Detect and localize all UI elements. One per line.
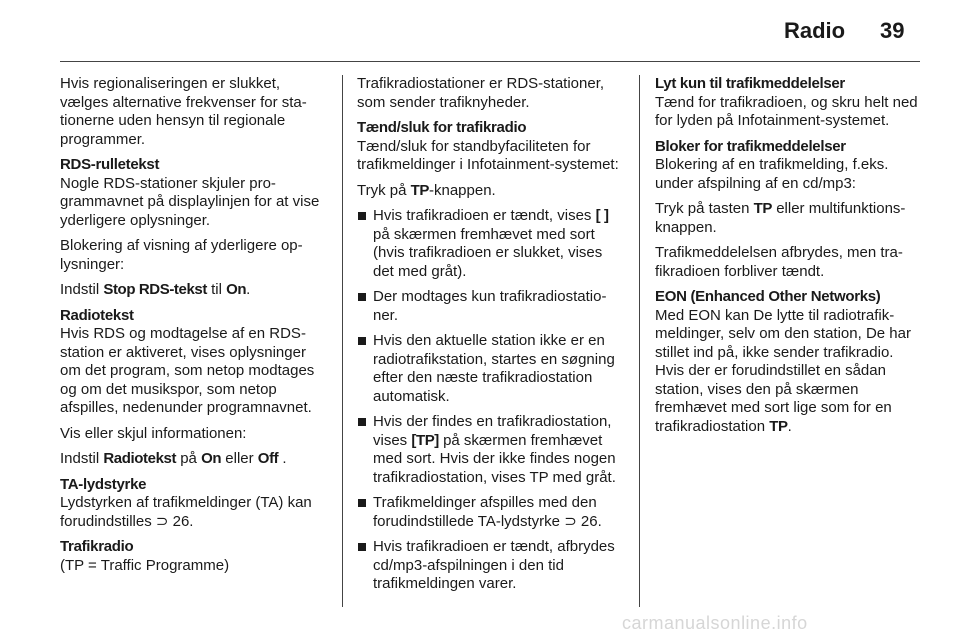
column-3 (655, 75, 923, 443)
eon-text: Med EON kan De lytte til radiotrafikmeldinger, selv om den station, De har stillet ind på, ikke sender trafikradio. Hvis der er forudindstillet en sådan station, vises den på skærmen fremhævet med sort lige som for en trafikradiostation TP. (655, 306, 911, 435)
ta-text: Lydstyrken af trafikmeldinger (TA) kan forudindstilles ⊃ 26. (60, 494, 312, 530)
intro-paragraph: Hvis regionaliseringen er slukket, vælges alternative frekvenser for stationerne uden hensyn til regionale programmer. (60, 75, 307, 148)
radiotext-instruction: Indstil Radiotekst på On eller Off . (60, 450, 287, 467)
press-tp-key-instruction: Tryk på tasten TP eller multifunktionsknappen. (655, 200, 906, 236)
radiotext-heading: Radiotekst (60, 306, 134, 324)
list-item: Trafikmeldinger afspilles med den forudindstillede TA-lydstyrke ⊃ 26. (357, 494, 625, 531)
value-off: Off (257, 450, 279, 467)
listen-text: Tænd for trafikradioen, og skru helt ned for lyden på Infotainment-systemet. (655, 93, 918, 129)
interrupt-text: Trafikmeddelelsen afbrydes, men trafikradioen forbliver tændt. (655, 244, 903, 280)
traffic-intro: Trafikradiostationer er RDS-stationer, som sender trafiknyheder. (357, 75, 605, 111)
list-item: Hvis trafikradioen er tændt, vises [ ] på skærmen fremhævet med sort (hvis trafikradioen er slukket, vises det med gråt). (357, 207, 625, 281)
radiotext-show-text: Vis eller skjul informationen: (60, 424, 247, 442)
block-section (655, 138, 923, 194)
rds-block-text: Blokering af visning af yderligere oplysninger: (60, 237, 303, 273)
radiotext-text: Hvis RDS og modtagelse af en RDS-station er aktiveret, vises oplysninger om det program, som netop modtages og om det musikspor, som netop afspilles, nedenunder programnavnet. (60, 325, 315, 416)
block-text: Blokering af en trafikmelding, f.eks. under afspilning af en cd/mp3: (655, 156, 889, 192)
eon-heading: EON (Enhanced Other Networks) (655, 288, 881, 305)
toggle-text: Tænd/sluk for standbyfaciliteten for trafikmeldinger i Infotainment-systemet: (357, 137, 619, 173)
menu-item-radiotext: Radiotekst (103, 450, 177, 467)
list-item: Hvis trafikradioen er tændt, afbrydes cd/mp3-afspilningen i den tid trafikmeldingen varer. (357, 538, 625, 594)
block-heading: Bloker for trafikmeddelelser (655, 137, 846, 155)
tp-indicator: TP (769, 417, 788, 435)
press-tp-instruction: Tryk på TP-knappen. (357, 181, 496, 199)
list-item: Hvis der findes en trafikradiostation, vises [TP] på skærmen fremhævet med sort. Hvis der ikke findes nogen trafikradiostation, vises TP med gråt. (357, 413, 625, 487)
listen-heading: Lyt kun til trafikmeddelelser (655, 75, 845, 92)
watermark: carmanualsonline.info (622, 613, 808, 633)
traffic-section (60, 538, 328, 575)
list-item: Der modtages kun trafikradiostationer. (357, 288, 625, 325)
rds-text: Nogle RDS-stationer skjuler programmavnet på displaylinjen for at vise yderligere oplysninger. (60, 174, 320, 229)
value-on: On (201, 450, 222, 467)
display-tag: [TP] (411, 431, 439, 449)
value-on: On (226, 281, 247, 298)
ta-section (60, 476, 328, 532)
column-1 (60, 75, 328, 582)
radiotext-section (60, 307, 328, 418)
eon-section (655, 288, 923, 436)
tp-button-label: TP (410, 181, 429, 199)
tp-key-label: TP (753, 200, 773, 217)
display-tag: [ ] (595, 207, 609, 224)
column-divider-2 (639, 75, 640, 607)
page-header (0, 18, 960, 48)
page-title: Radio (784, 18, 846, 43)
header-rule (60, 61, 920, 62)
menu-item-stop-rds: Stop RDS-tekst (103, 281, 207, 298)
rds-heading: RDS-rulletekst (60, 156, 160, 173)
column-2 (357, 75, 625, 601)
toggle-section (357, 119, 625, 175)
rds-section (60, 156, 328, 230)
toggle-heading: Tænd/sluk for trafikradio (357, 119, 527, 136)
page-number: 39 (880, 18, 905, 43)
traffic-text: (TP = Traffic Programme) (60, 556, 230, 574)
bullet-list (357, 207, 625, 594)
column-divider-1 (342, 75, 343, 607)
rds-instruction: Indstil Stop RDS-tekst til On. (60, 281, 251, 298)
list-item: Hvis den aktuelle station ikke er en radiotrafikstation, startes en søgning efter den næste trafikradiostation automatisk. (357, 332, 625, 406)
ta-heading: TA-lydstyrke (60, 475, 147, 493)
traffic-heading: Trafikradio (60, 538, 134, 555)
listen-section (655, 75, 923, 131)
